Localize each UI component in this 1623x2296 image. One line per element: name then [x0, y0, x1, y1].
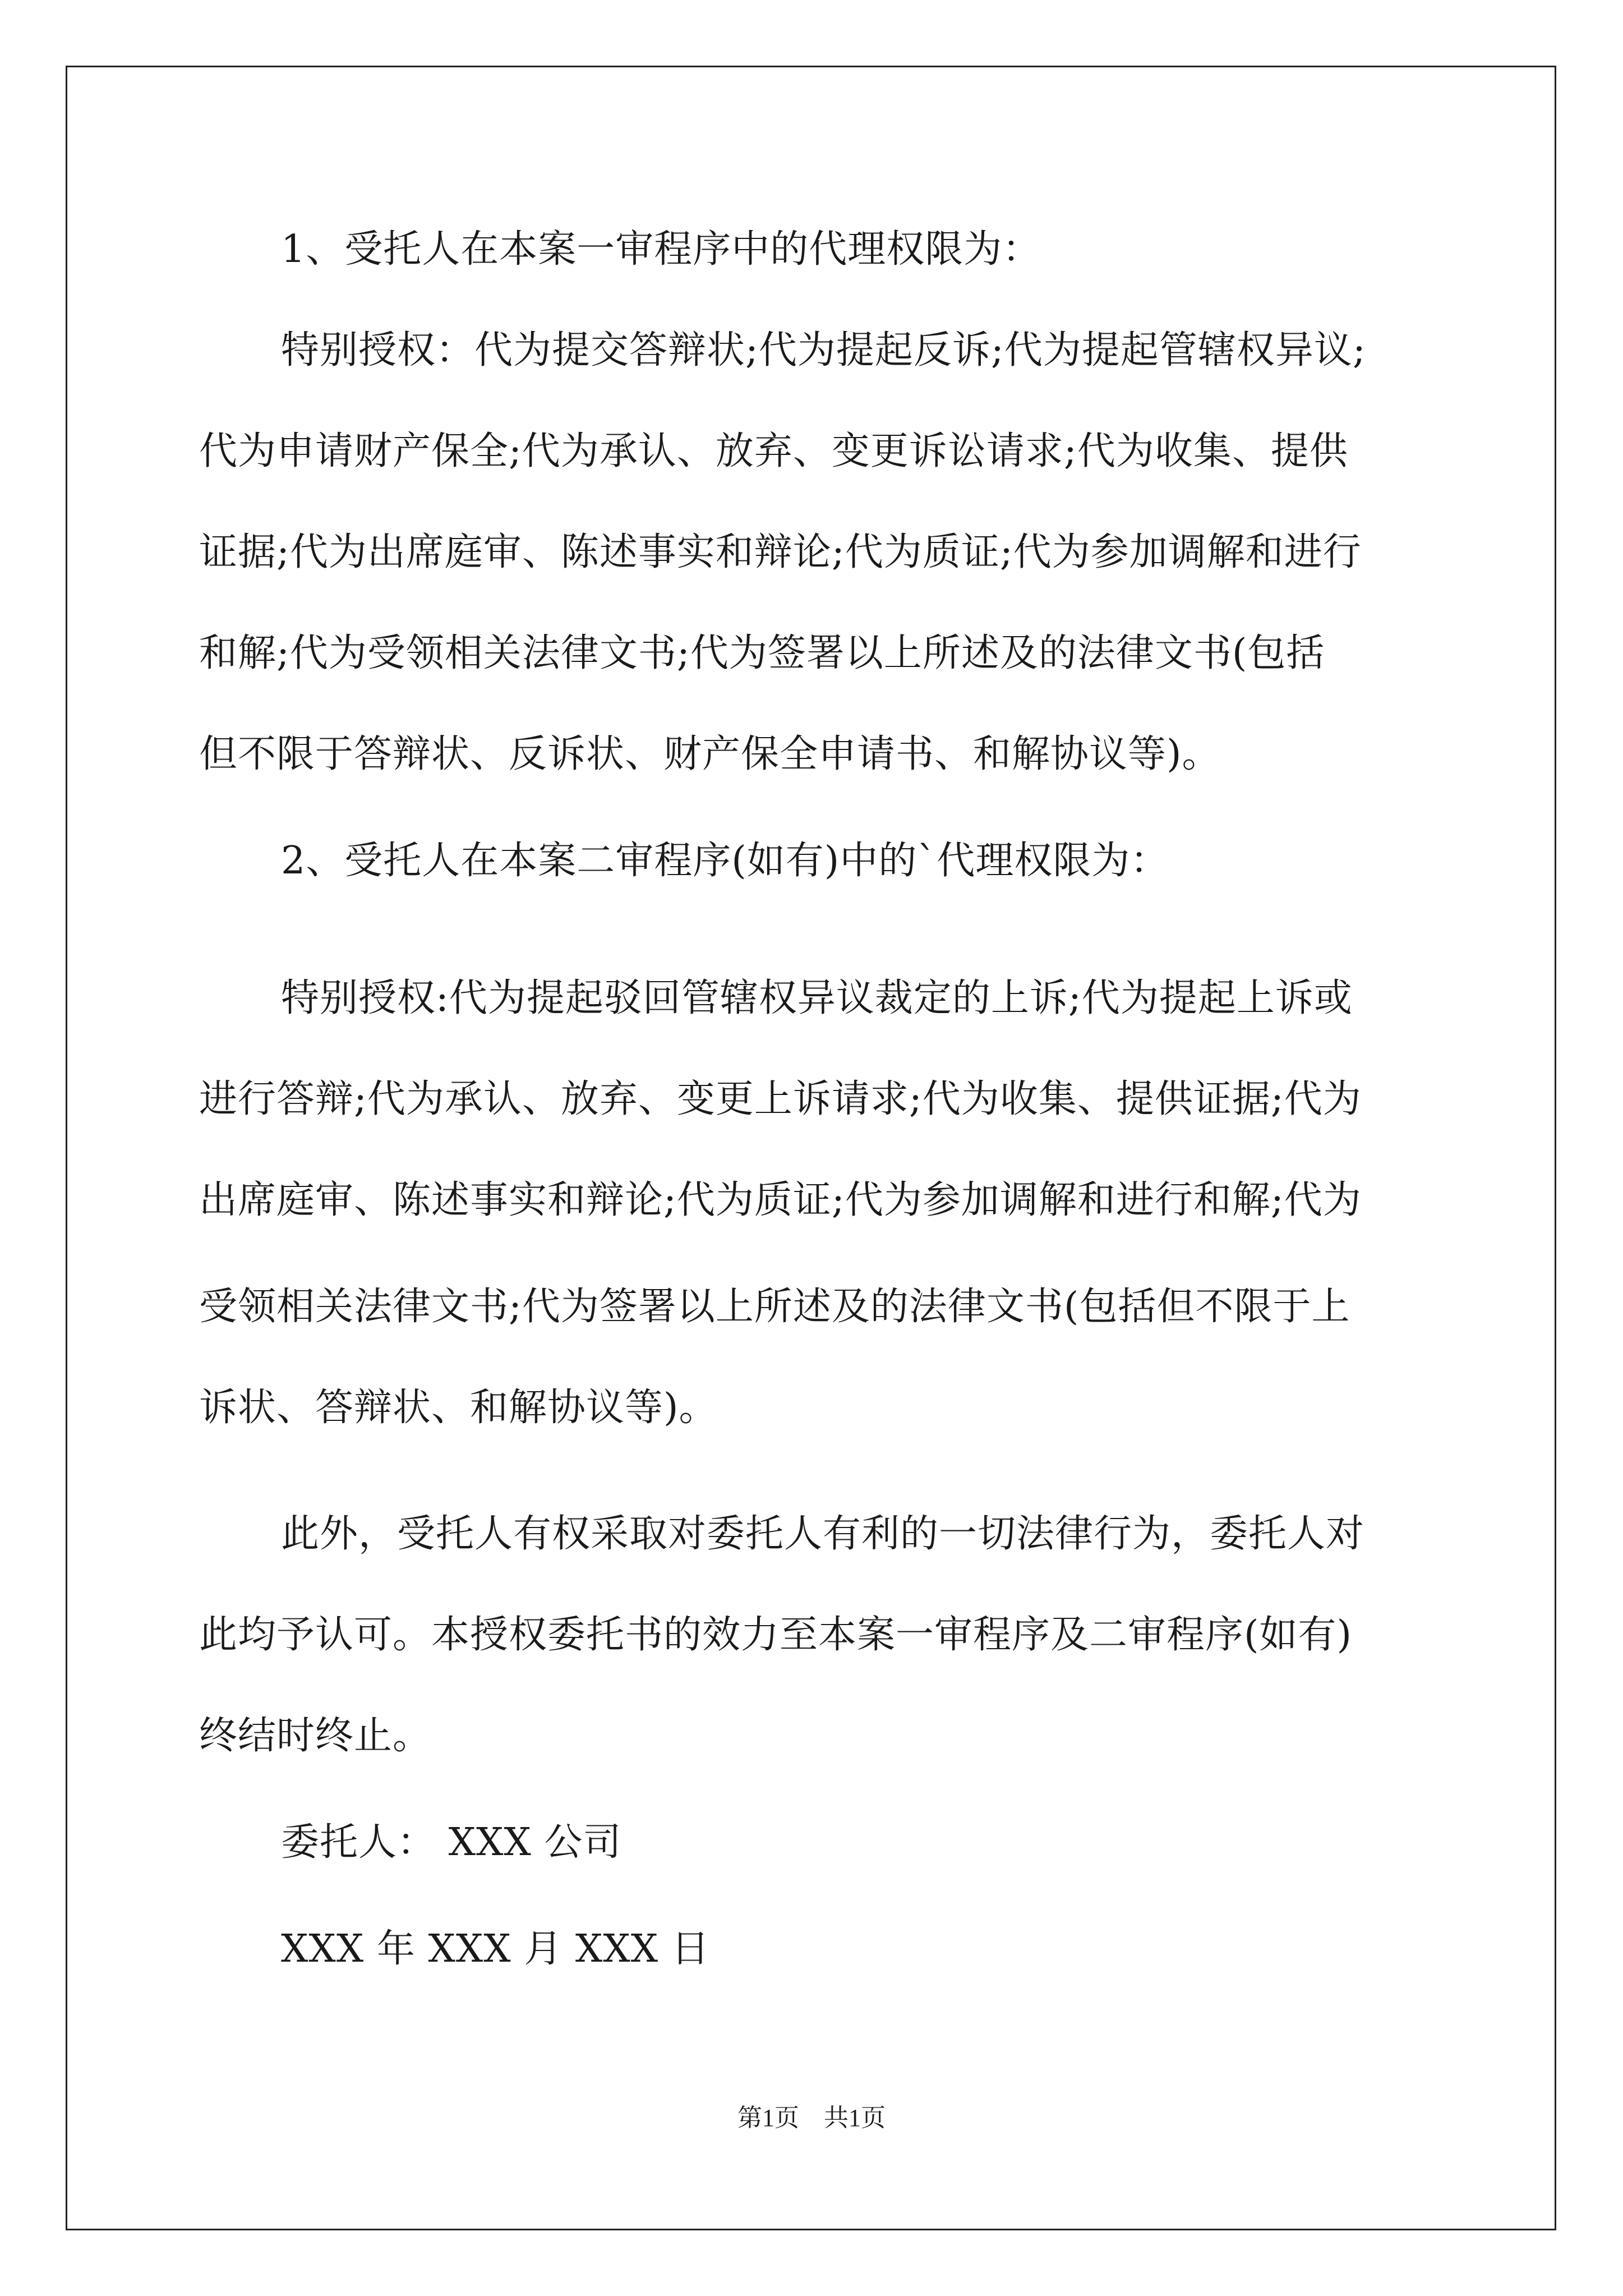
total-pages: 共1页 — [824, 2104, 886, 2132]
paragraph-line: 终结时终止。 — [199, 1714, 432, 1758]
paragraph-line: 特别授权：代为提交答辩状;代为提起反诉;代为提起管辖权异议; — [281, 328, 1366, 372]
paragraph-line: 和解;代为受领相关法律文书;代为签署以上所述及的法律文书(包括 — [199, 631, 1325, 675]
paragraph-line: 出席庭审、陈述事实和辩论;代为质证;代为参加调解和进行和解;代为 — [199, 1178, 1362, 1222]
page-border — [66, 66, 1556, 2230]
paragraph-line: 诉状、答辩状、和解协议等)。 — [199, 1386, 718, 1430]
date-line: XXX 年 XXX 月 XXX 日 — [281, 1927, 710, 1971]
paragraph-line: 代为申请财产保全;代为承认、放弃、变更诉讼请求;代为收集、提供 — [199, 429, 1348, 473]
paragraph-line: 特别授权:代为提起驳回管辖权异议裁定的上诉;代为提起上诉或 — [281, 976, 1353, 1020]
paragraph-line: 但不限于答辩状、反诉状、财产保全申请书、和解协议等)。 — [199, 732, 1221, 776]
paragraph-line: 证据;代为出席庭审、陈述事实和辩论;代为质证;代为参加调解和进行 — [199, 530, 1362, 574]
page-footer — [0, 2101, 1623, 2135]
paragraph-line: 受领相关法律文书;代为签署以上所述及的法律文书(包括但不限于上 — [199, 1285, 1350, 1329]
page-number: 第1页 — [737, 2104, 799, 2132]
paragraph-line: 此均予认可。本授权委托书的效力至本案一审程序及二审程序(如有) — [199, 1613, 1353, 1657]
paragraph-line: 进行答辩;代为承认、放弃、变更上诉请求;代为收集、提供证据;代为 — [199, 1077, 1362, 1121]
signatory-line: 委托人： XXX 公司 — [281, 1820, 622, 1865]
paragraph-line: 此外，受托人有权采取对委托人有利的一切法律行为，委托人对 — [281, 1512, 1365, 1556]
paragraph-line: 2、受托人在本案二审程序(如有)中的`代理权限为： — [281, 839, 1169, 883]
paragraph-line: 1、受托人在本案一审程序中的代理权限为： — [281, 227, 1041, 272]
